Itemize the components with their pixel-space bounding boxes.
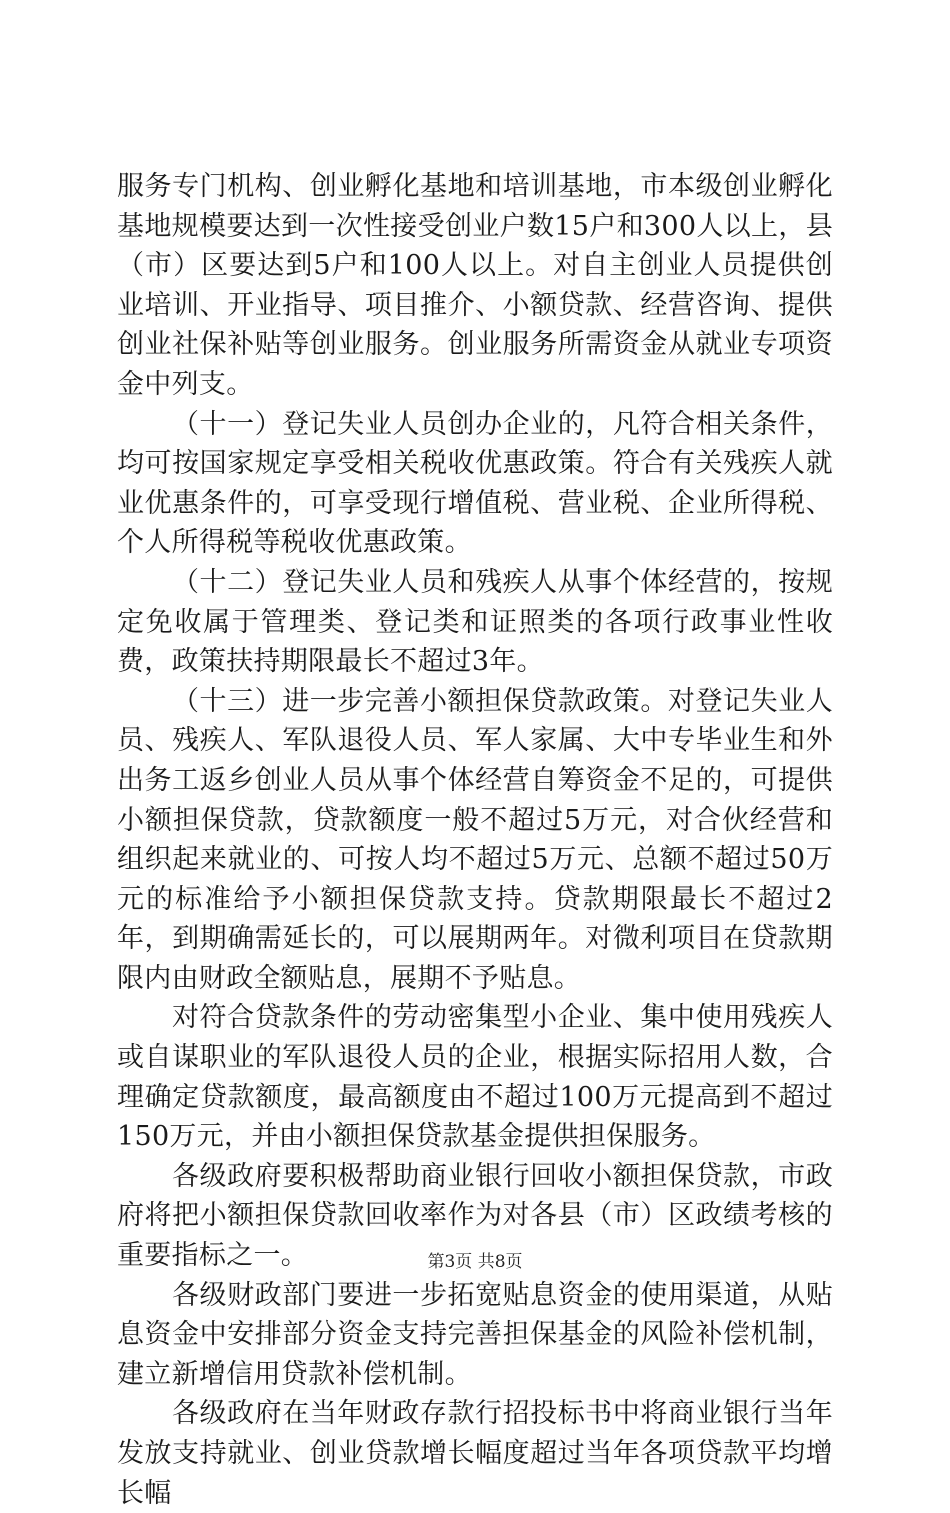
paragraph-3: （十二）登记失业人员和残疾人从事个体经营的，按规定免收属于管理类、登记类和证照类的各项行政事业性收费，政策扶持期限最长不超过3年。 (117, 566, 833, 678)
page-number-footer: 第3页 共8页 (427, 1252, 523, 1272)
paragraph-7: 各级财政部门要进一步拓宽贴息资金的使用渠道，从贴息资金中安排部分资金支持完善担保基金的风险补偿机制，建立新增信用贷款补偿机制。 (117, 1279, 833, 1390)
paragraph-8: 各级政府在当年财政存款行招投标书中将商业银行当年发放支持就业、创业贷款增长幅度超过当年各项贷款平均增长幅 (117, 1398, 833, 1509)
paragraph-5: 对符合贷款条件的劳动密集型小企业、集中使用残疾人或自谋职业的军队退役人员的企业，根据实际招用人数，合理确定贷款额度，最高额度由不超过100万元提高到不超过150万元，并由小额担保贷款基金提供担保服务。 (117, 1002, 833, 1153)
paragraph-2: （十一）登记失业人员创办企业的，凡符合相关条件，均可按国家规定享受相关税收优惠政策。符合有关残疾人就业优惠条件的，可享受现行增值税、营业税、企业所得税、个人所得税等税收优惠政策。 (117, 408, 833, 559)
paragraph-4: （十三）进一步完善小额担保贷款政策。对登记失业人员、残疾人、军队退役人员、军人家属、大中专毕业生和外出务工返乡创业人员从事个体经营自筹资金不足的，可提供小额担保贷款，贷款额度一般不超过5万元，对合伙经营和组织起来就业的、可按人均不超过5万元、总额不超过50万元的标准给予小额担保贷款支持。贷款期限最长不超过2年，到期确需延长的，可以展期两年。对微利项目在贷款期限内由财政全额贴息，展期不予贴息。 (117, 685, 833, 994)
paragraph-1: 服务专门机构、创业孵化基地和培训基地，市本级创业孵化基地规模要达到一次性接受创业户数15户和300人以上，县（市）区要达到5户和100人以上。对自主创业人员提供创业培训、开业指导、项目推介、小额贷款、经营咨询、提供创业社保补贴等创业服务。创业服务所需资金从就业专项资金中列支。 (117, 171, 833, 400)
document-body (117, 167, 833, 1513)
paragraph-6: 各级政府要积极帮助商业银行回收小额担保贷款，市政府将把小额担保贷款回收率作为对各县（市）区政绩考核的重要指标之一。 (117, 1160, 833, 1272)
